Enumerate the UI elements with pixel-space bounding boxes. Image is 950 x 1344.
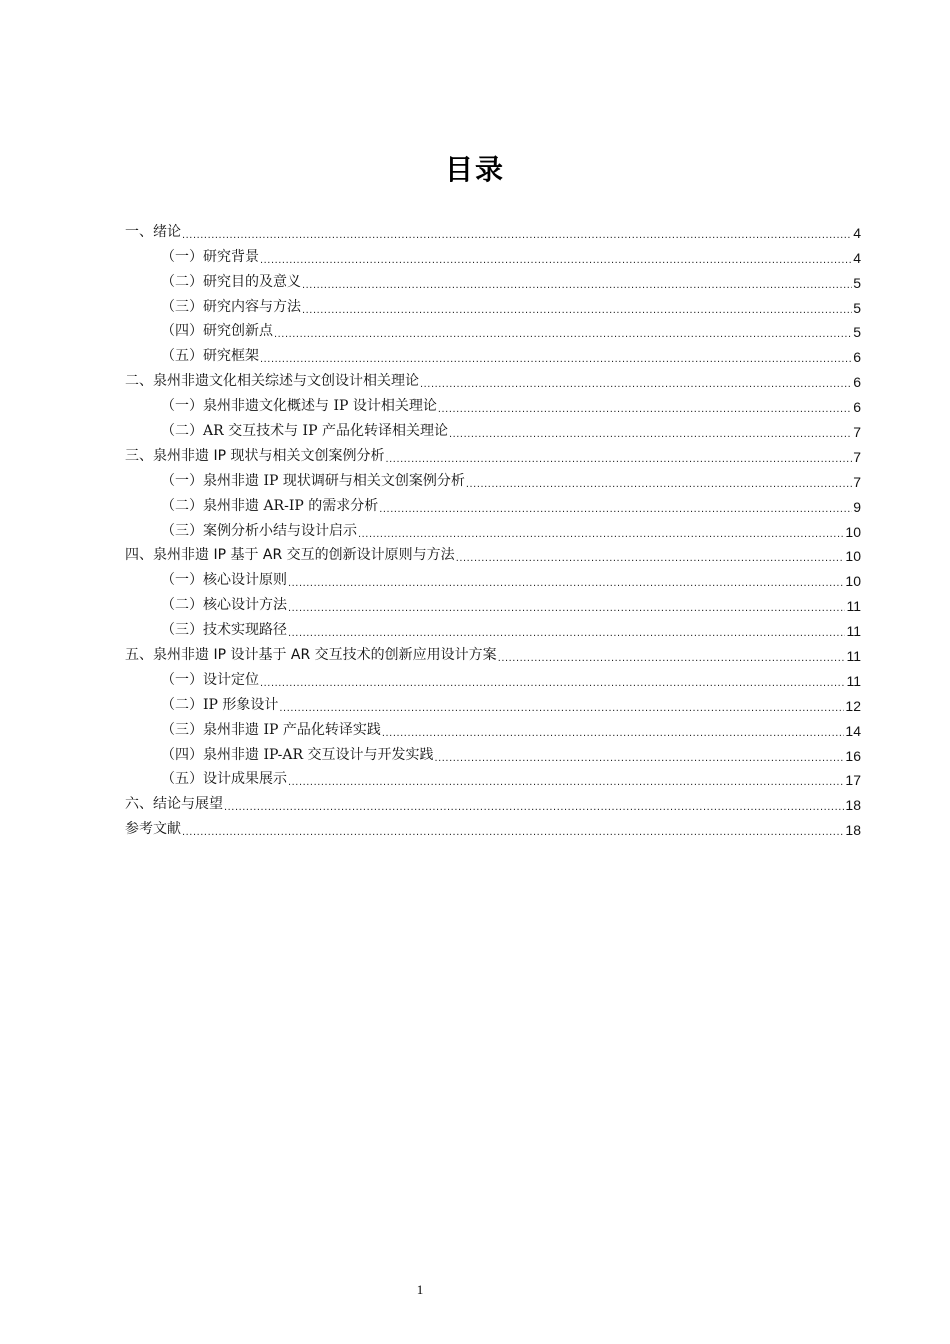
toc-entry-page-number: 17	[845, 772, 861, 789]
toc-entry-page-number: 14	[845, 722, 861, 739]
toc-entry-page-number: 6	[853, 399, 861, 416]
toc-entry-page-number: 10	[845, 523, 861, 540]
toc-section-entry[interactable]	[125, 614, 861, 639]
toc-chapter-entry[interactable]	[125, 788, 861, 813]
toc-entry-label: （四）泉州非遗 IP-AR 交互设计与开发实践	[161, 746, 434, 763]
dot-leader	[420, 378, 852, 390]
dot-leader	[182, 826, 844, 838]
toc-entry-label: 六、结论与展望	[125, 796, 223, 813]
toc-entry-label: （二）泉州非遗 AR-IP 的需求分析	[161, 497, 379, 514]
dot-leader	[385, 453, 852, 465]
toc-section-entry[interactable]	[125, 266, 861, 291]
dot-leader	[274, 328, 852, 340]
dot-leader	[288, 577, 844, 589]
dot-leader	[288, 602, 845, 614]
toc-section-entry[interactable]	[125, 664, 861, 689]
dot-leader	[449, 428, 852, 440]
dot-leader	[288, 776, 844, 788]
toc-section-entry[interactable]	[125, 291, 861, 316]
toc-section-entry[interactable]	[125, 589, 861, 614]
dot-leader	[260, 353, 852, 365]
toc-chapter-entry[interactable]	[125, 365, 861, 390]
toc-entry-label: （三）泉州非遗 IP 产品化转译实践	[161, 721, 381, 738]
toc-entry-page-number: 4	[853, 249, 861, 266]
toc-entry-page-number: 7	[853, 424, 861, 441]
dot-leader	[302, 279, 852, 291]
dot-leader	[302, 304, 852, 316]
toc-entry-label: 三、泉州非遗 IP 现状与相关文创案例分析	[125, 447, 385, 464]
toc-entry-page-number: 7	[853, 448, 861, 465]
toc-entry-page-number: 9	[853, 498, 861, 515]
page-number: 1	[416, 1282, 424, 1297]
page-title: 目录	[444, 153, 505, 186]
toc-entry-label: 四、泉州非遗 IP 基于 AR 交互的创新设计原则与方法	[125, 547, 455, 564]
toc-entry-label: （三）研究内容与方法	[161, 298, 301, 315]
toc-section-entry[interactable]	[125, 515, 861, 540]
toc-entry-page-number: 12	[845, 697, 861, 714]
dot-leader	[379, 503, 852, 515]
toc-section-entry[interactable]	[125, 241, 861, 266]
toc-entry-page-number: 5	[853, 299, 861, 316]
toc-section-entry[interactable]	[125, 739, 861, 764]
toc-chapter-entry[interactable]	[125, 440, 861, 465]
toc-entry-label: （二）AR 交互技术与 IP 产品化转译相关理论	[161, 423, 448, 440]
toc-entry-page-number: 5	[853, 324, 861, 341]
table-of-contents	[125, 216, 861, 838]
toc-section-entry[interactable]	[125, 340, 861, 365]
toc-entry-page-number: 11	[846, 598, 861, 615]
toc-entry-label: （一）研究背景	[161, 248, 259, 265]
dot-leader	[434, 752, 844, 764]
toc-chapter-entry[interactable]	[125, 639, 861, 664]
toc-entry-page-number: 18	[845, 822, 861, 839]
toc-chapter-entry[interactable]	[125, 540, 861, 565]
dot-leader	[279, 702, 844, 714]
toc-entry-page-number: 16	[845, 747, 861, 764]
toc-section-entry[interactable]	[125, 689, 861, 714]
dot-leader	[260, 254, 852, 266]
toc-entry-label: （二）核心设计方法	[161, 597, 287, 614]
toc-entry-label: （四）研究创新点	[161, 323, 273, 340]
toc-section-entry[interactable]	[125, 316, 861, 341]
toc-chapter-entry[interactable]	[125, 813, 861, 838]
dot-leader	[288, 627, 845, 639]
toc-entry-label: 五、泉州非遗 IP 设计基于 AR 交互技术的创新应用设计方案	[125, 647, 497, 664]
toc-section-entry[interactable]	[125, 764, 861, 789]
toc-section-entry[interactable]	[125, 490, 861, 515]
toc-section-entry[interactable]	[125, 415, 861, 440]
toc-entry-page-number: 11	[846, 648, 861, 665]
toc-chapter-entry[interactable]	[125, 216, 861, 241]
toc-entry-label: （二）研究目的及意义	[161, 273, 301, 290]
toc-entry-page-number: 10	[845, 548, 861, 565]
toc-entry-label: （一）泉州非遗文化概述与 IP 设计相关理论	[161, 398, 437, 415]
toc-entry-label: （一）设计定位	[161, 671, 259, 688]
toc-entry-label: （一）泉州非遗 IP 现状调研与相关文创案例分析	[161, 472, 465, 489]
toc-section-entry[interactable]	[125, 564, 861, 589]
toc-entry-page-number: 11	[846, 672, 861, 689]
dot-leader	[224, 801, 844, 813]
dot-leader	[498, 652, 846, 664]
toc-section-entry[interactable]	[125, 390, 861, 415]
dot-leader	[456, 552, 845, 564]
toc-entry-page-number: 7	[853, 473, 861, 490]
toc-entry-label: （一）核心设计原则	[161, 572, 287, 589]
toc-entry-page-number: 6	[853, 374, 861, 391]
toc-entry-page-number: 18	[845, 797, 861, 814]
toc-entry-page-number: 11	[846, 623, 861, 640]
toc-entry-label: （三）技术实现路径	[161, 622, 287, 639]
toc-entry-label: （五）研究框架	[161, 348, 259, 365]
toc-entry-label: （五）设计成果展示	[161, 771, 287, 788]
toc-entry-label: 二、泉州非遗文化相关综述与文创设计相关理论	[125, 373, 419, 390]
toc-entry-page-number: 10	[845, 573, 861, 590]
dot-leader	[358, 528, 844, 540]
toc-entry-label: 一、绪论	[125, 223, 181, 240]
toc-entry-label: 参考文献	[125, 821, 181, 838]
dot-leader	[182, 229, 852, 241]
toc-section-entry[interactable]	[125, 714, 861, 739]
toc-entry-label: （三）案例分析小结与设计启示	[161, 522, 357, 539]
toc-entry-page-number: 5	[853, 274, 861, 291]
dot-leader	[438, 403, 852, 415]
dot-leader	[382, 727, 845, 739]
toc-entry-page-number: 6	[853, 349, 861, 366]
dot-leader	[466, 478, 852, 490]
toc-section-entry[interactable]	[125, 465, 861, 490]
toc-entry-page-number: 4	[853, 224, 861, 241]
toc-entry-label: （二）IP 形象设计	[161, 696, 279, 713]
dot-leader	[260, 677, 845, 689]
